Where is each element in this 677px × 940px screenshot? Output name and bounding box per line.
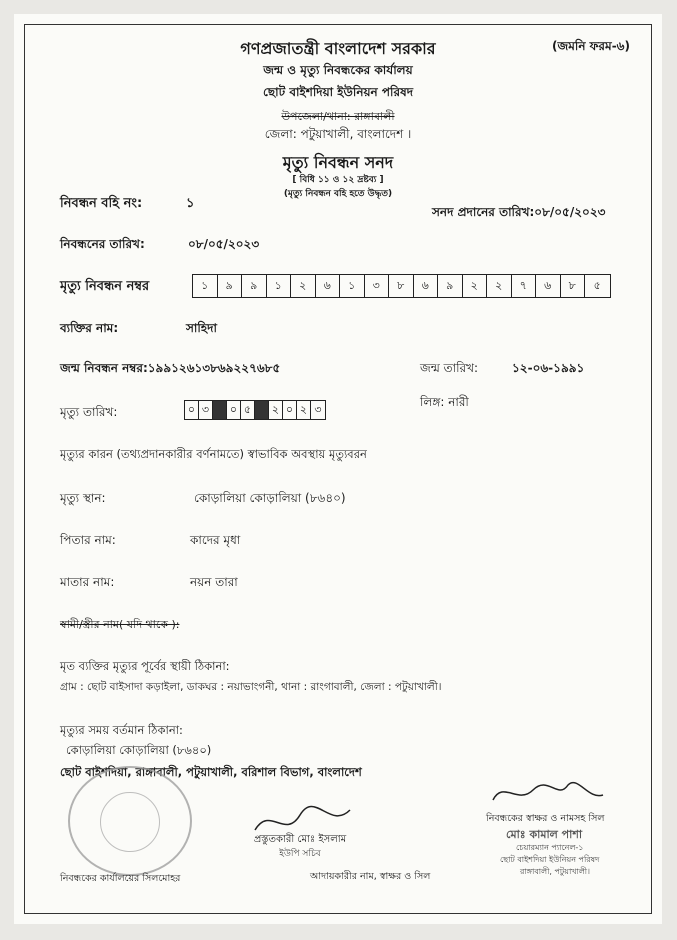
seal-emblem [100,792,160,852]
preparer-role: ইউপি সচিব [279,849,321,859]
mother-value: নয়ন তারা [190,575,238,589]
death-date-label: মৃত্যু তারিখ: [60,405,118,419]
reg-digit: ২ [291,275,316,297]
death-reg-number-boxes [192,274,611,298]
death-date-boxes [184,400,326,420]
perm-address-label: মৃত ব্যক্তির মৃত্যুর পূর্বের স্থায়ী ঠিকানা: [60,659,230,673]
date-digit: ৩ [199,401,213,419]
father-label: পিতার নাম: [60,533,116,547]
reg-digit: ৯ [218,275,243,297]
reg-digit: ৬ [414,275,439,297]
registrar-caption: নিবন্ধকের স্বাক্ষর ও নামসহ সিল [486,813,605,824]
reg-digit: ১ [267,275,292,297]
date-digit: ০ [227,401,241,419]
cause-of-death: মৃত্যুর কারন (তথ্যপ্রদানকারীর বর্ণনামতে) স্বাভাবিক অবস্থায় মৃত্যুবরন [60,447,367,461]
reg-digit: ৬ [316,275,341,297]
reg-date-value: ০৮/০৫/২০২৩ [188,237,260,251]
current-address-label: মৃত্যুর সময় বর্তমান ঠিকানা: [60,723,183,737]
extract-note: (মৃত্যু নিবন্ধন বহি হতে উদ্ধৃত) [283,189,393,199]
reg-digit: ৬ [536,275,561,297]
father-value: কাদের মৃধা [190,533,241,547]
reg-digit: ৯ [242,275,267,297]
certificate-title: মৃত্যু নিবন্ধন সনদ [282,153,394,172]
name-value: সাহিদা [186,321,217,335]
reg-digit: ৮ [561,275,586,297]
mother-label: মাতার নাম: [60,575,115,589]
registrar-name: মোঃ কামাল পাশা [506,828,583,841]
date-digit: ২ [297,401,311,419]
union-name: ছোট বাইশদিয়া ইউনিয়ন পরিষদ [263,85,413,99]
place-label: মৃত্যু স্থান: [60,491,106,505]
spouse-label: স্বামী/স্ত্রীর নাম( যদি থাকে ): [60,618,180,631]
date-digit: ৫ [241,401,255,419]
place-value: কোড়ালিয়া কোড়ালিয়া (৮৬৪০) [194,491,346,505]
name-label: ব্যক্তির নাম: [60,321,119,335]
perm-address-value: গ্রাম : ছোট বাইসাদা কড়াইলা, ডাকঘর : নয়াভাংগনী, থানা : রাংগাবালী, জেলা : পটুয়াখালী। [60,681,442,693]
birth-reg-number: জন্ম নিবন্ধন নম্বর:১৯৯১২৬১৩৮৬৯২২৭৬৮৫ [60,361,281,375]
reg-digit: ২ [463,275,488,297]
date-separator [255,401,269,419]
book-no-value: ১ [186,196,195,211]
date-digit: ০ [185,401,199,419]
reg-digit: ৩ [365,275,390,297]
registrar-signature [488,770,608,810]
reg-digit: ৮ [389,275,414,297]
date-digit: ২ [269,401,283,419]
gender: লিঙ্গ: নারী [420,395,469,409]
registrar-role: চেয়ারম্যান প্যানেল-১ [516,843,584,852]
current-address-line2: ছোট বাইশদিয়া, রাঙ্গাবালী, পটুয়াখালী, বরিশাল বিভাগ, বাংলাদেশ [60,765,362,779]
reg-digit: ২ [487,275,512,297]
birth-date-value: ১২-০৬-১৯৯১ [512,361,585,375]
registrar-place: রাঙ্গাবালী, পটুয়াখালী। [520,867,590,876]
reg-digit: ১ [193,275,218,297]
issue-date: সনদ প্রদানের তারিখ:০৮/০৫/২০২৩ [432,205,606,219]
seal-caption: নিবন্ধকের কার্যালয়ের সিলমোহর [60,873,181,884]
birth-date-label: জন্ম তারিখ: [420,361,479,375]
reg-date-label: নিবন্ধনের তারিখ: [60,237,145,251]
reg-digit: ৭ [512,275,537,297]
office-seal-stamp [68,766,192,876]
registrar-union: ছোট বাইশদিয়া ইউনিয়ন পরিষদ [500,855,600,864]
book-no-label: নিবন্ধন বহি নং: [60,196,143,211]
date-separator [213,401,227,419]
collector-caption: আদায়কারীর নাম, স্বাক্ষর ও সিল [310,871,431,882]
reg-digit: ১ [340,275,365,297]
preparer-name: প্রস্তুতকারী মোঃ ইসলাম [253,834,347,845]
upazila-name: উপজেলা/থানা: রাঙ্গাবালী [281,110,395,123]
death-reg-label: মৃত্যু নিবন্ধন নম্বর [60,279,150,294]
govt-title: গণপ্রজাতন্ত্রী বাংলাদেশ সরকার [240,39,436,58]
rule-note: [ বিধি ১১ ও ১২ দ্রষ্টব্য ] [292,175,384,185]
reg-digit: ৫ [593,279,601,292]
date-digit: ০ [283,401,297,419]
current-address-line1: কোড়ালিয়া কোড়ালিয়া (৮৬৪০) [66,743,212,757]
office-name: জন্ম ও মৃত্যু নিবন্ধকের কার্যালয় [263,63,413,77]
district-name: জেলা: পটুয়াখালী, বাংলাদেশ । [264,127,412,141]
date-digit: ৩ [314,403,322,416]
reg-digit: ৯ [438,275,463,297]
form-tag: (জমনি ফরম-৬) [552,39,630,53]
